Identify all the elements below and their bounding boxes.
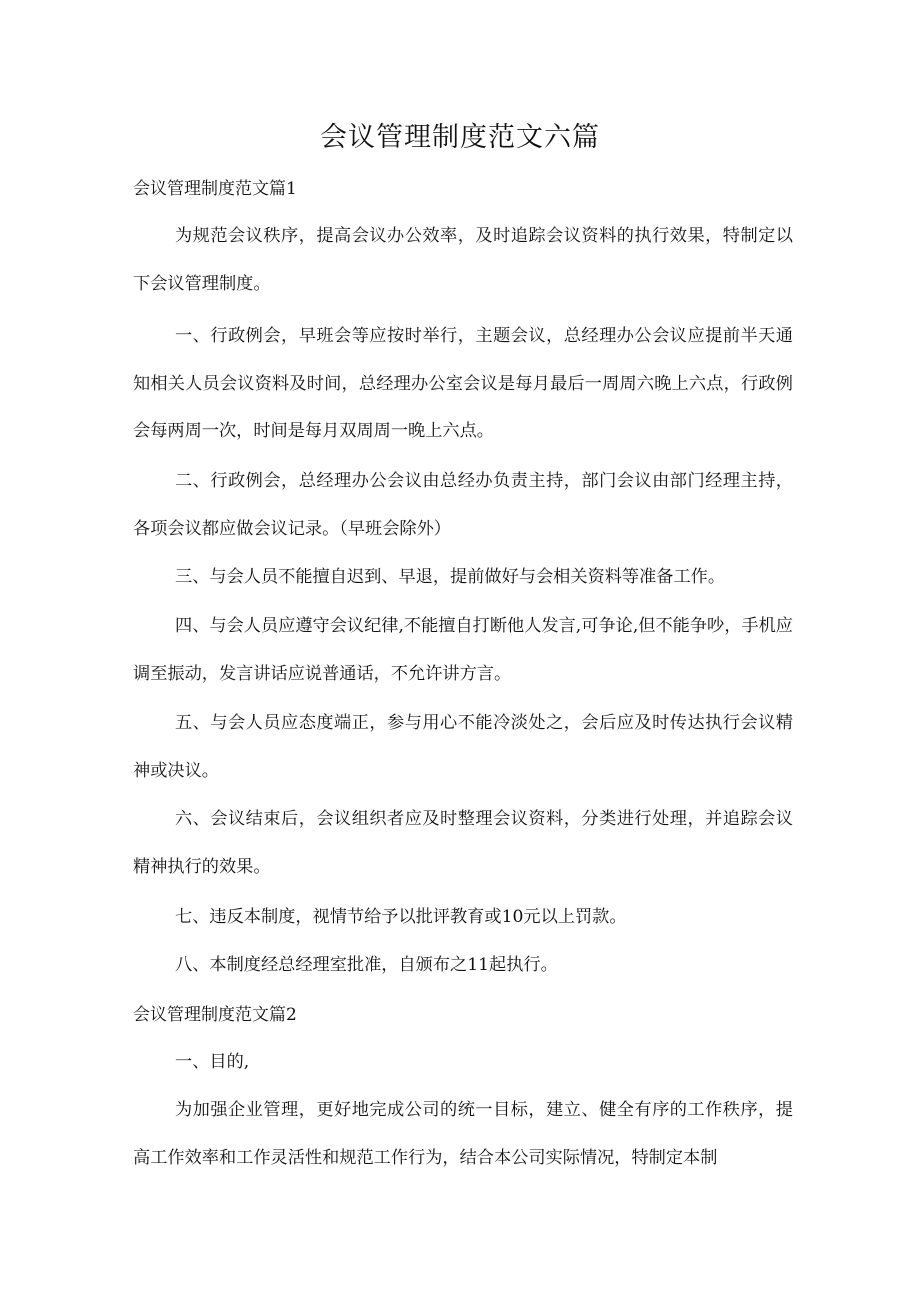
section-heading-2: 会议管理制度范文篇2 (133, 1005, 297, 1025)
paragraph: 二、行政例会，总经理办公会议由总经办负责主持，部门会议由部门经理主持，各项会议都应做会议记录。（早班会除外） (133, 471, 793, 539)
paragraph: 为加强企业管理，更好地完成公司的统一目标，建立、健全有序的工作秩序，提高工作效率和工作灵活性和规范工作行为，结合本公司实际情况，特制定本制 (133, 1100, 793, 1168)
paragraph: 八、本制度经总经理室批准，自颁布之11起执行。 (175, 955, 558, 975)
paragraph: 五、与会人员应态度端正，参与用心不能冷淡处之，会后应及时传达执行会议精神或决议。 (133, 713, 793, 781)
paragraph: 三、与会人员不能擅自迟到、早退，提前做好与会相关资料等准备工作。 (175, 567, 726, 587)
paragraph: 一、目的, (175, 1052, 250, 1072)
paragraph: 为规范会议秩序，提高会议办公效率，及时追踪会议资料的执行效果，特制定以下会议管理制度。 (133, 226, 793, 294)
section-heading-1: 会议管理制度范文篇1 (133, 179, 297, 199)
paragraph: 六、会议结束后，会议组织者应及时整理会议资料，分类进行处理，并追踪会议精神执行的效果。 (133, 809, 793, 877)
paragraph: 四、与会人员应遵守会议纪律,不能擅自打断他人发言,可争论,但不能争吵，手机应调至振动，发言讲话应说普通话，不允许讲方言。 (133, 616, 793, 684)
paragraph: 七、违反本制度，视情节给予以批评教育或10元以上罚款。 (175, 907, 627, 927)
paragraph: 一、行政例会，早班会等应按时举行，主题会议，总经理办公会议应提前半天通知相关人员会议资料及时间，总经理办公室会议是每月最后一周周六晚上六点，行政例会每两周一次，时间是每月双周周一晚上六点。 (133, 326, 793, 441)
document-title: 会议管理制度范文六篇 (320, 122, 600, 153)
